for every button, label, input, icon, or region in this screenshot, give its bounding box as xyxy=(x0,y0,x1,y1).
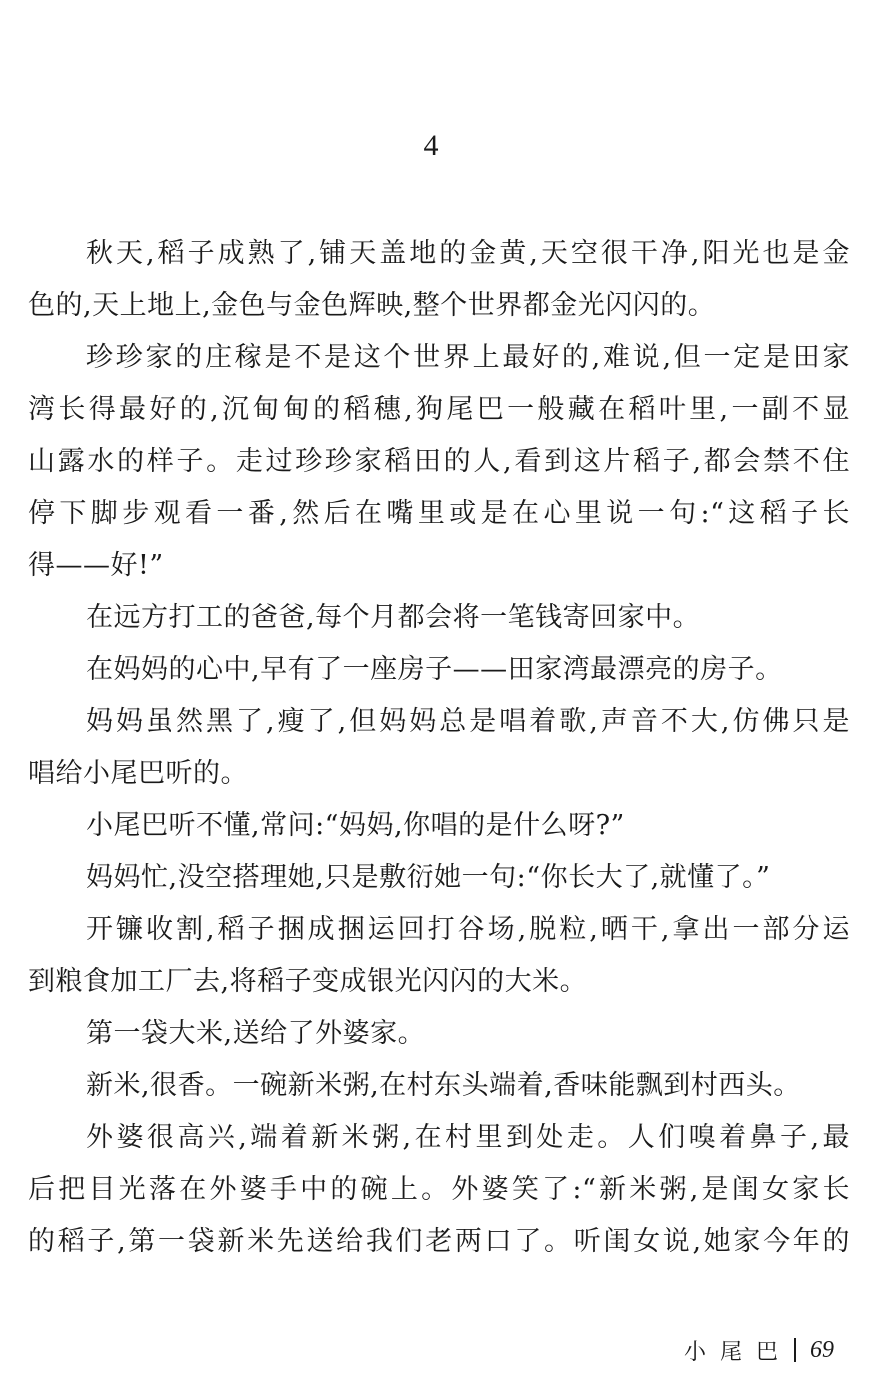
text-line: 的稻子,第一袋新米先送给我们老两口了。听闺女说,她家今年的 xyxy=(28,1226,850,1257)
running-title: 小尾巴 xyxy=(683,1339,792,1365)
text-line: 到粮食加工厂去,将稻子变成银光闪闪的大米。 xyxy=(28,966,588,997)
text-line: 小尾巴听不懂,常问:“妈妈,你唱的是什么呀?” xyxy=(86,810,625,841)
text-line: 外婆很高兴,端着新米粥,在村里到处走。人们嗅着鼻子,最 xyxy=(86,1122,850,1153)
text-line: 在远方打工的爸爸,每个月都会将一笔钱寄回家中。 xyxy=(86,602,701,633)
text-line: 后把目光落在外婆手中的碗上。外婆笑了:“新米粥,是闺女家长 xyxy=(28,1174,850,1205)
text-line: 色的,天上地上,金色与金色辉映,整个世界都金光闪闪的。 xyxy=(28,290,716,321)
text-line: 停下脚步观看一番,然后在嘴里或是在心里说一句:“这稻子长 xyxy=(28,498,850,529)
body-text xyxy=(28,228,850,1268)
text-line: 得——好!” xyxy=(28,550,164,581)
chapter-number: 4 xyxy=(423,129,439,162)
text-line: 山露水的样子。走过珍珍家稻田的人,看到这片稻子,都会禁不住 xyxy=(28,446,850,477)
text-line: 在妈妈的心中,早有了一座房子——田家湾最漂亮的房子。 xyxy=(86,654,783,685)
text-line: 湾长得最好的,沉甸甸的稻穗,狗尾巴一般藏在稻叶里,一副不显 xyxy=(28,394,850,425)
page-footer xyxy=(684,1330,834,1370)
footer-divider xyxy=(794,1338,796,1362)
text-line: 妈妈忙,没空搭理她,只是敷衍她一句:“你长大了,就懂了。” xyxy=(86,862,771,893)
text-line: 秋天,稻子成熟了,铺天盖地的金黄,天空很干净,阳光也是金 xyxy=(86,238,850,269)
text-line: 唱给小尾巴听的。 xyxy=(28,758,248,789)
text-line: 妈妈虽然黑了,瘦了,但妈妈总是唱着歌,声音不大,仿佛只是 xyxy=(86,706,850,737)
page-number: 69 xyxy=(810,1336,834,1363)
text-line: 珍珍家的庄稼是不是这个世界上最好的,难说,但一定是田家 xyxy=(86,342,850,373)
text-line: 第一袋大米,送给了外婆家。 xyxy=(86,1018,426,1049)
text-line: 新米,很香。一碗新米粥,在村东头端着,香味能飘到村西头。 xyxy=(86,1070,801,1101)
text-line: 开镰收割,稻子捆成捆运回打谷场,脱粒,晒干,拿出一部分运 xyxy=(86,914,850,945)
